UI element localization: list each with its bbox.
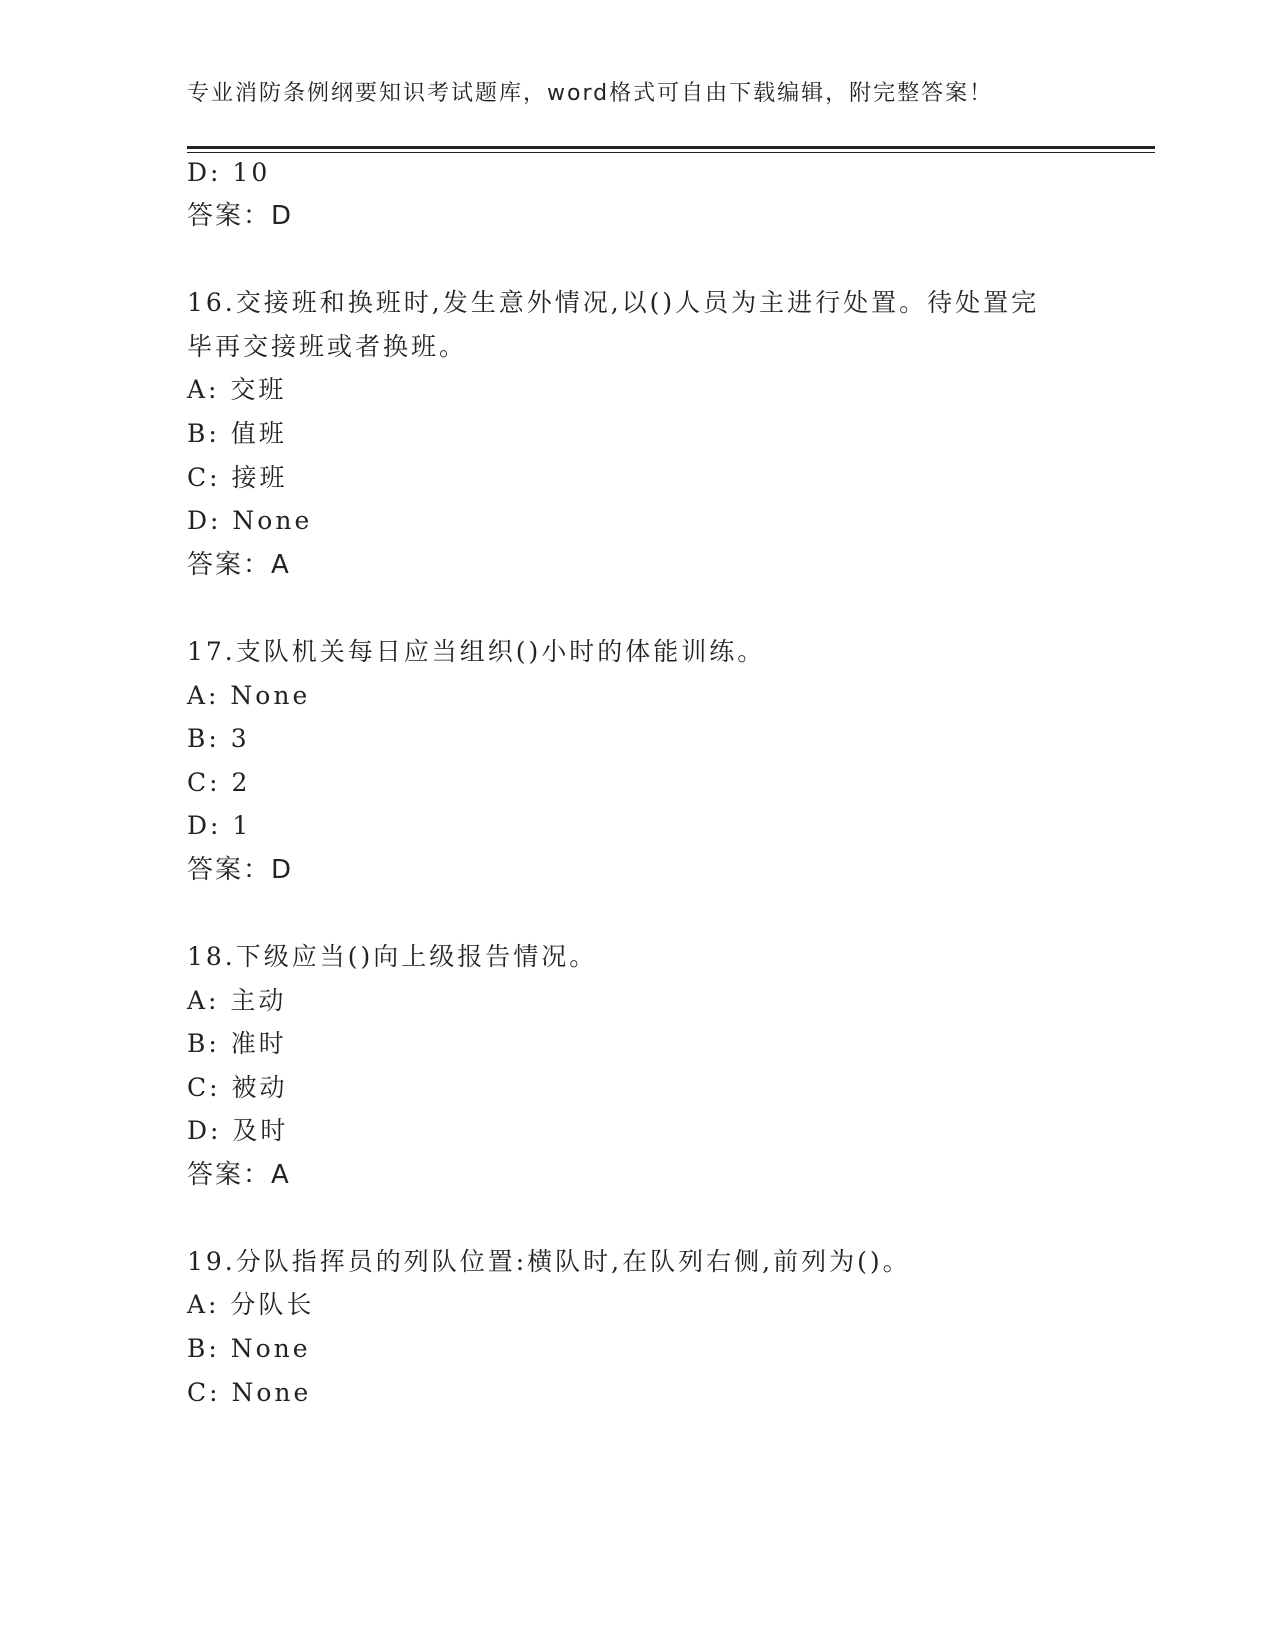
option-b: B: 值班 — [187, 419, 287, 448]
option-a: A: 分队长 — [187, 1290, 315, 1319]
option-c: C: 被动 — [187, 1073, 288, 1102]
question-stem: 19.分队指挥员的列队位置:横队时,在队列右侧,前列为()。 — [187, 1247, 911, 1276]
option-d: D: 及时 — [187, 1116, 289, 1145]
option-d: D: 10 — [187, 158, 271, 187]
answer: 答案：A — [187, 550, 291, 580]
answer: 答案：D — [187, 855, 294, 885]
option-b: B: 准时 — [187, 1029, 287, 1058]
answer: 答案：D — [187, 201, 294, 231]
option-a: A: 主动 — [187, 986, 287, 1015]
header-rule-thin — [187, 152, 1155, 153]
option-c: C: None — [187, 1378, 312, 1407]
option-a: A: None — [187, 681, 311, 710]
answer: 答案：A — [187, 1160, 291, 1190]
option-c: C: 接班 — [187, 463, 288, 492]
question-stem: 18.下级应当()向上级报告情况。 — [187, 942, 598, 971]
option-c: C: 2 — [187, 768, 251, 797]
option-a: A: 交班 — [187, 375, 287, 404]
page-header: 专业消防条例纲要知识考试题库，word格式可自由下载编辑，附完整答案！ — [187, 81, 994, 106]
option-d: D: 1 — [187, 811, 252, 840]
option-b: B: None — [187, 1334, 311, 1363]
header-rule-thick — [187, 146, 1155, 149]
question-stem: 16.交接班和换班时,发生意外情况,以()人员为主进行处置。待处置完 — [187, 288, 1040, 317]
question-stem-continued: 毕再交接班或者换班。 — [187, 332, 468, 361]
option-d: D: None — [187, 506, 313, 535]
option-b: B: 3 — [187, 724, 250, 753]
question-stem: 17.支队机关每日应当组织()小时的体能训练。 — [187, 637, 766, 666]
